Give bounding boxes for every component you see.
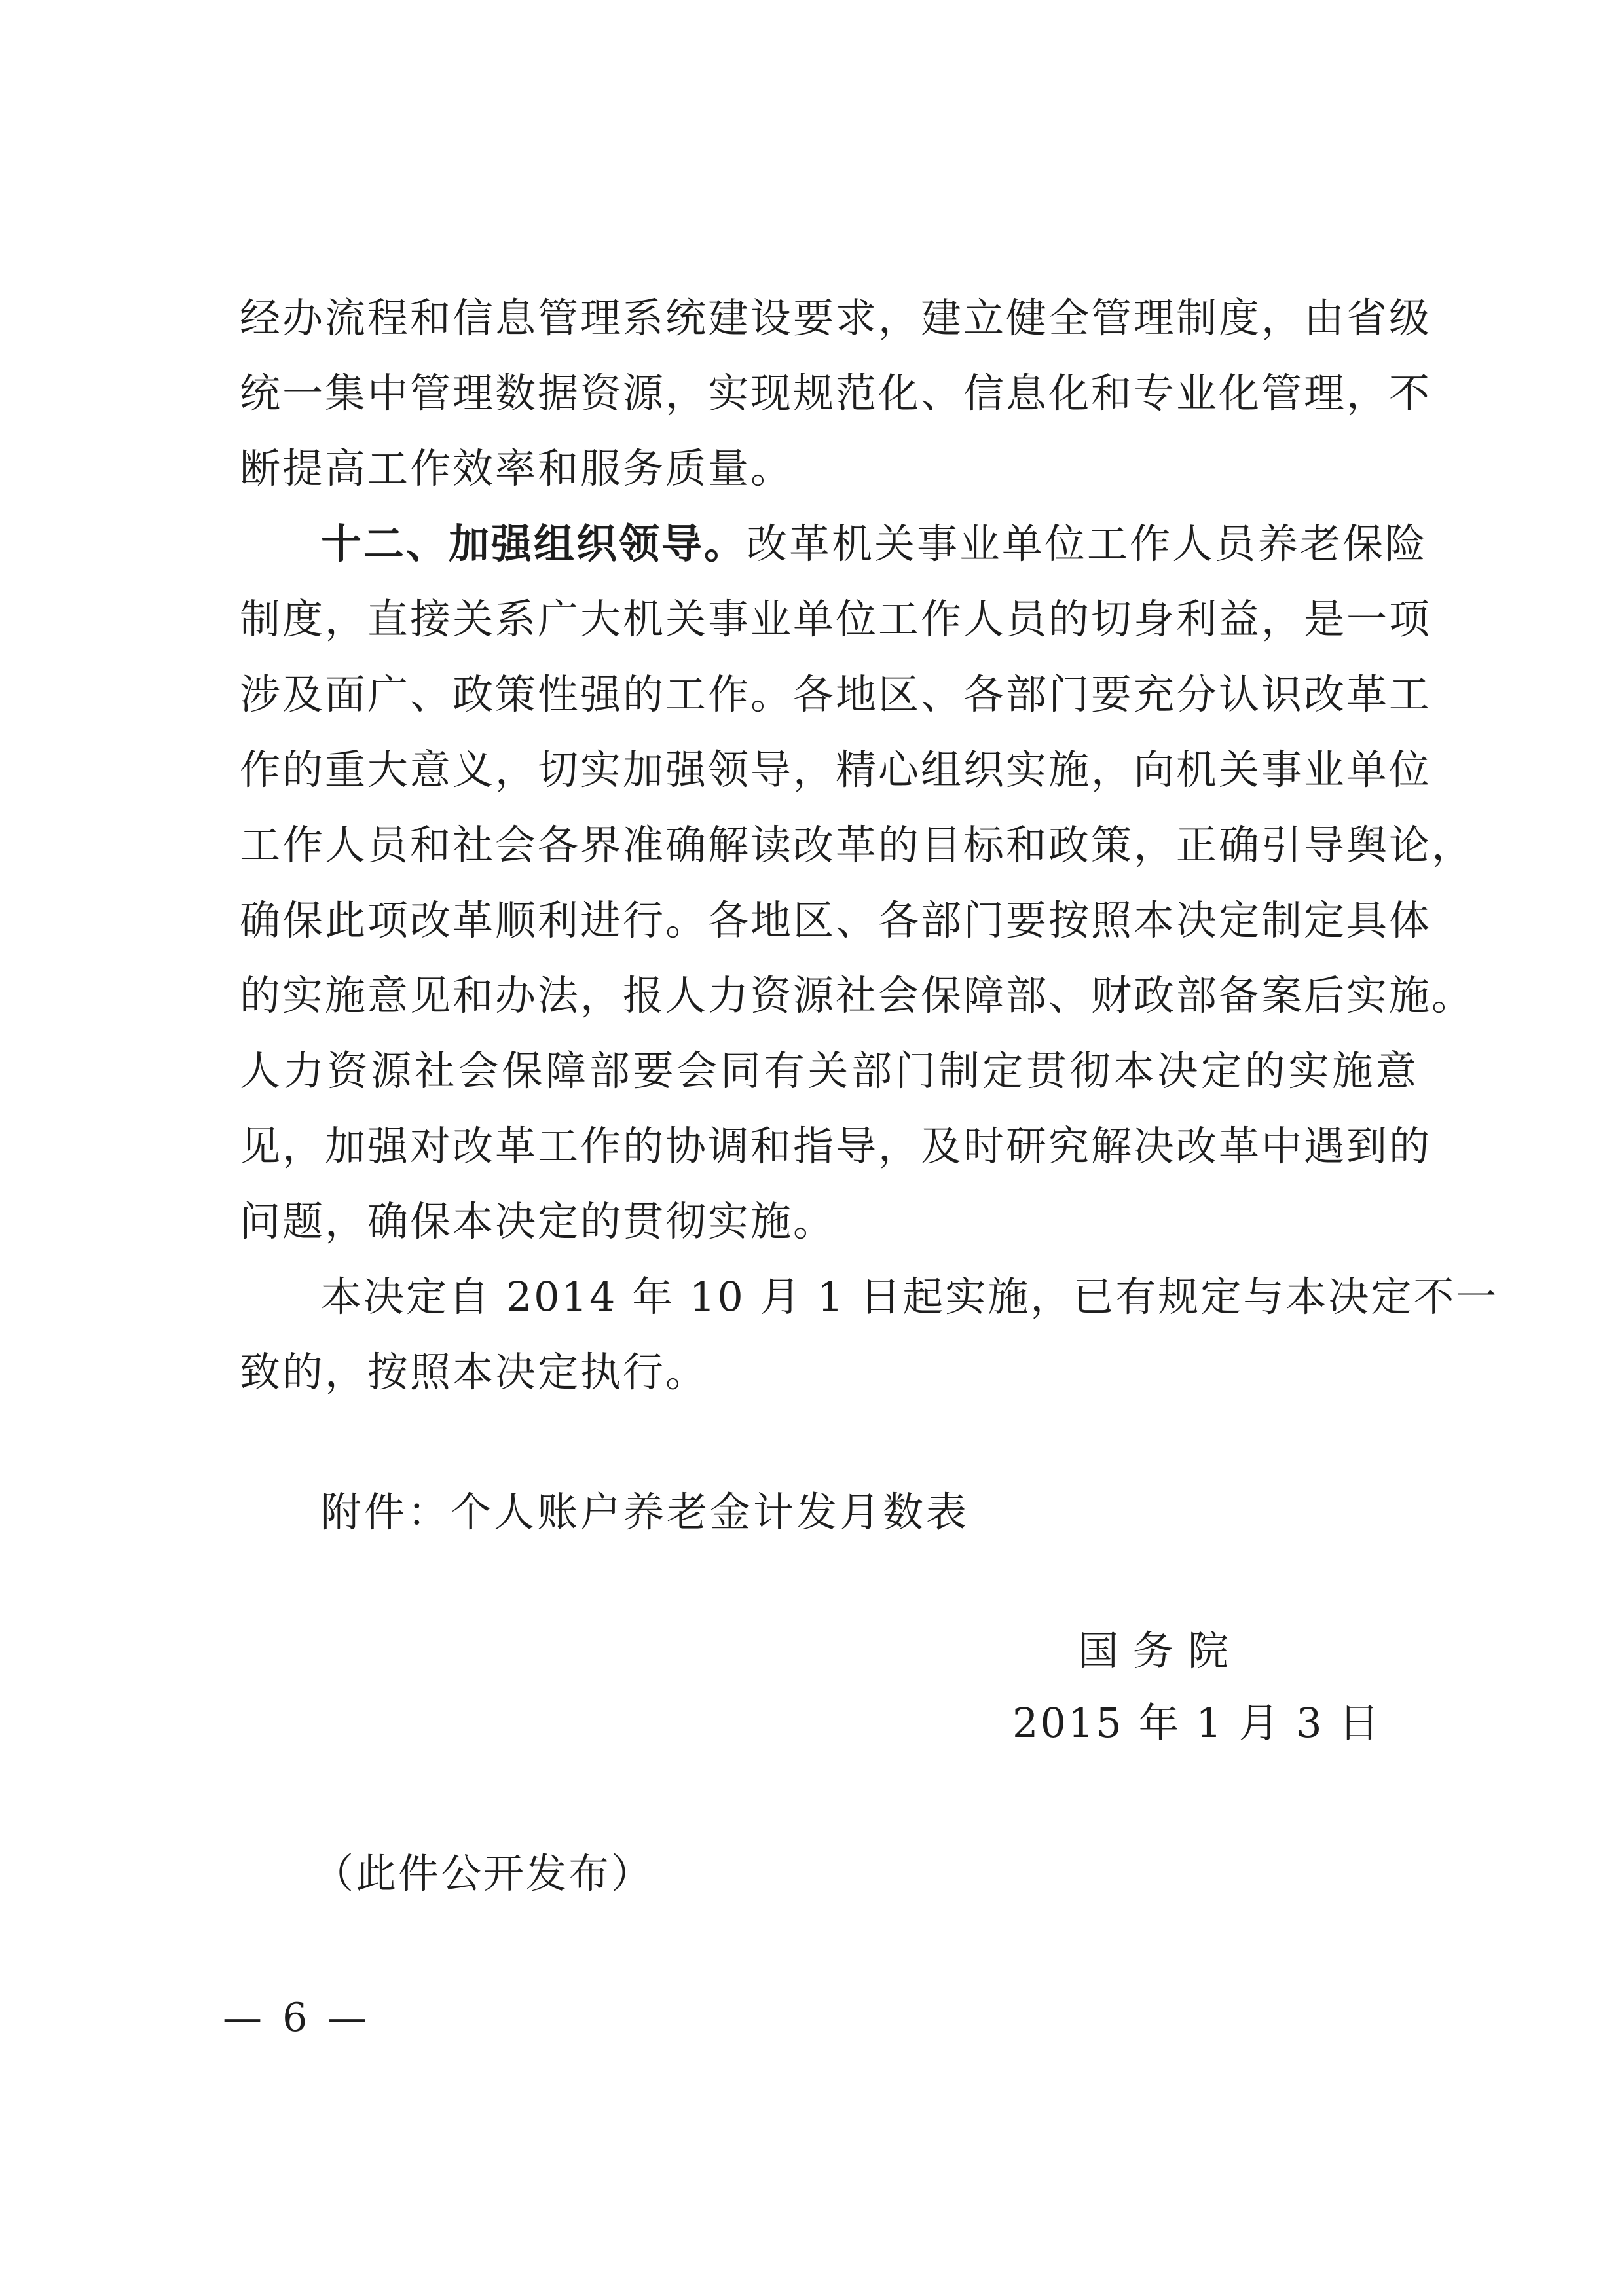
page-number: — 6 — xyxy=(223,1995,371,2041)
issuer-name: 国务院 xyxy=(1078,1627,1244,1675)
publication-note: （此件公开发布） xyxy=(313,1850,654,1897)
section-heading-line xyxy=(321,518,1428,570)
body-text: 改革机关事业单位工作人员养老保险 xyxy=(747,520,1428,568)
body-line: 问题，确保本决定的贯彻实施。 xyxy=(240,1197,836,1245)
body-line: 见，加强对改革工作的协调和指导，及时研究解决改革中遇到的 xyxy=(240,1122,1432,1170)
body-line: 统一集中管理数据资源，实现规范化、信息化和专业化管理，不 xyxy=(240,369,1432,417)
issue-date: 2015 年 1 月 3 日 xyxy=(1012,1699,1382,1747)
body-line: 经办流程和信息管理系统建设要求，建立健全管理制度，由省级 xyxy=(240,294,1432,342)
body-line: 工作人员和社会各界准确解读改革的目标和政策，正确引导舆论， xyxy=(240,821,1475,869)
body-line: 本决定自 2014 年 10 月 1 日起实施，已有规定与本决定不一 xyxy=(321,1273,1499,1321)
body-line: 人力资源社会保障部要会同有关部门制定贯彻本决定的实施意 xyxy=(240,1047,1418,1095)
body-line: 致的，按照本决定执行。 xyxy=(240,1348,709,1396)
body-line: 作的重大意义，切实加强领导，精心组织实施，向机关事业单位 xyxy=(240,746,1432,793)
section-heading: 十二、加强组织领导。 xyxy=(321,520,747,568)
body-line: 制度，直接关系广大机关事业单位工作人员的切身利益，是一项 xyxy=(240,595,1432,643)
body-line: 的实施意见和办法，报人力资源社会保障部、财政部备案后实施。 xyxy=(240,972,1475,1019)
body-line: 涉及面广、政策性强的工作。各地区、各部门要充分认识改革工 xyxy=(240,670,1432,718)
body-line: 断提高工作效率和服务质量。 xyxy=(240,445,794,492)
body-line: 确保此项改革顺利进行。各地区、各部门要按照本决定制定具体 xyxy=(240,896,1432,944)
attachment-line: 附件：个人账户养老金计发月数表 xyxy=(321,1488,970,1536)
